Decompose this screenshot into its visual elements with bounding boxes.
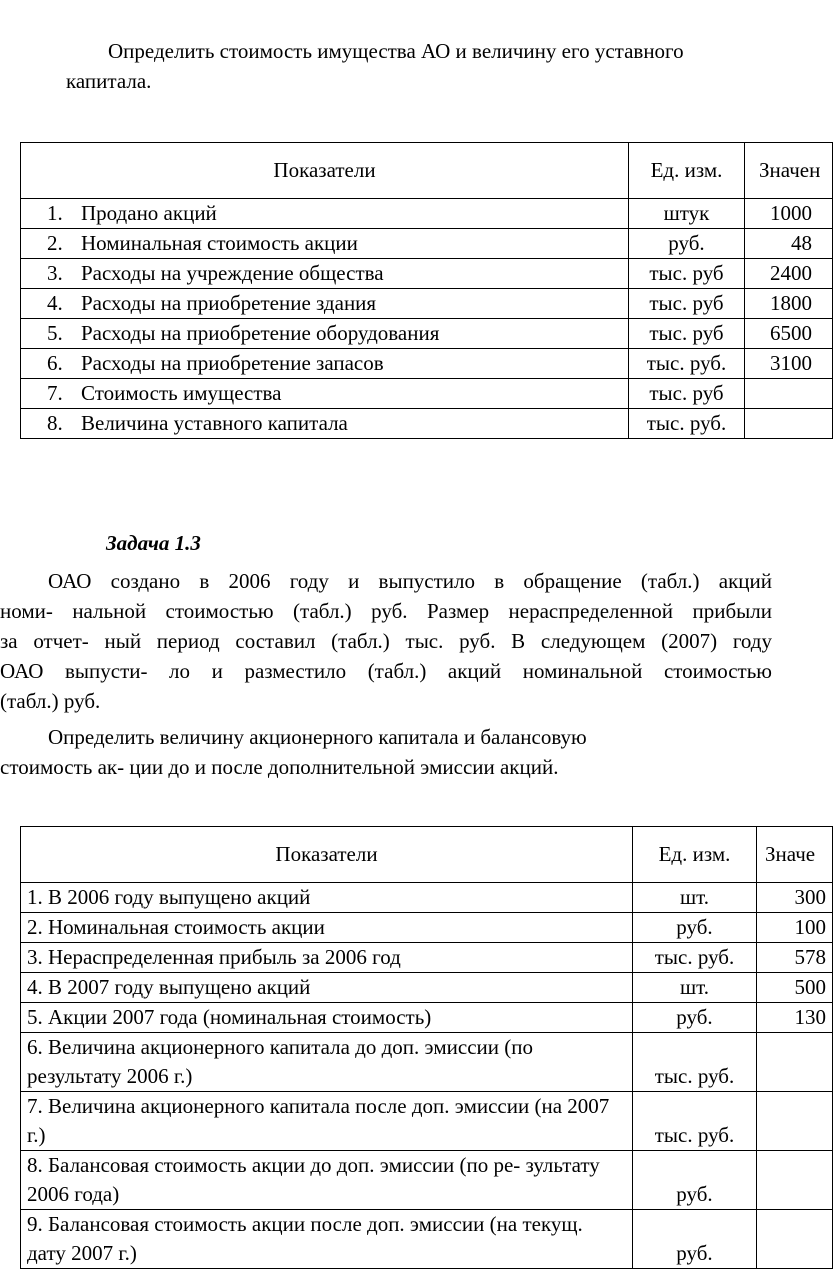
row-value [757,1151,833,1210]
task-para-1-line-5: (табл.) руб. [0,689,101,713]
task-title: Задача 1.3 [106,531,201,555]
task-para-1-line-1: ОАО создано в 2006 году и выпустило в обращение (табл.) акций [48,569,772,593]
intro-line-1: Определить стоимость имущества АО и величину его уставного [108,39,684,63]
task-para-2-line-1: Определить величину акционерного капитала и балансовую [48,725,587,749]
row-unit: штук [629,199,745,229]
table-row [21,913,833,943]
task-para-1-line-2: номи- нальной стоимостью (табл.) руб. Размер нераспределенной прибыли [0,599,772,623]
row-label: 8. Балансовая стоимость акции до доп. эмиссии (по ре- зультату 2006 года) [21,1151,633,1210]
row-value: 3100 [745,349,833,379]
row-unit: тыс. руб. [633,1033,757,1092]
row-value [745,409,833,439]
table-1-header-value: Значен [745,143,833,199]
row-unit: руб. [633,1151,757,1210]
row-unit: тыс. руб. [633,943,757,973]
row-number: 3. [47,261,63,285]
table-1-header-indicators: Показатели [21,143,629,199]
table-row [21,883,833,913]
task-para-2-line-2: стоимость ак- ции до и после дополнительной эмиссии акций. [0,755,559,779]
row-value [757,1033,833,1092]
row-label: 5. Акции 2007 года (номинальная стоимость) [21,1003,633,1033]
row-value [757,1092,833,1151]
row-label: Номинальная стоимость акции [81,231,358,255]
row-label: 7. Величина акционерного капитала после доп. эмиссии (на 2007 г.) [21,1092,633,1151]
row-unit: тыс. руб [629,259,745,289]
row-value: 48 [745,229,833,259]
table-row [21,199,833,229]
table-1-header-row [21,143,833,199]
table-row [21,1151,833,1210]
row-label: 1. В 2006 году выпущено акций [21,883,633,913]
table-1 [20,142,833,439]
row-unit: тыс. руб [629,289,745,319]
row-label: Расходы на приобретение запасов [81,351,384,375]
table-row [21,1092,833,1151]
table-row [21,259,833,289]
row-unit: тыс. руб. [629,409,745,439]
row-number: 6. [47,351,63,375]
row-number: 5. [47,321,63,345]
row-label: 9. Балансовая стоимость акции после доп. эмиссии (на текущ. дату 2007 г.) [21,1210,633,1269]
row-value: 130 [757,1003,833,1033]
row-unit: руб. [633,913,757,943]
row-number: 7. [47,381,63,405]
row-unit: тыс. руб [629,319,745,349]
row-value: 1000 [745,199,833,229]
row-label: 2. Номинальная стоимость акции [21,913,633,943]
row-unit: руб. [629,229,745,259]
row-unit: тыс. руб [629,379,745,409]
table-row [21,973,833,1003]
row-label: Расходы на приобретение оборудования [81,321,440,345]
row-number: 8. [47,411,63,435]
row-unit: тыс. руб. [633,1092,757,1151]
row-value [757,1210,833,1269]
row-value: 578 [757,943,833,973]
row-label: Стоимость имущества [81,381,282,405]
row-label: 6. Величина акционерного капитала до доп. эмиссии (по результату 2006 г.) [21,1033,633,1092]
table-2-header-value: Значе [757,827,833,883]
table-row [21,943,833,973]
table-row [21,349,833,379]
table-2 [20,826,833,1269]
table-row [21,1003,833,1033]
table-row [21,1210,833,1269]
row-unit: тыс. руб. [629,349,745,379]
row-label: 3. Нераспределенная прибыль за 2006 год [21,943,633,973]
row-value: 6500 [745,319,833,349]
row-unit: руб. [633,1003,757,1033]
row-unit: руб. [633,1210,757,1269]
intro-line-2: капитала. [66,69,152,93]
table-row [21,379,833,409]
row-label: Расходы на учреждение общества [81,261,384,285]
row-number: 1. [47,201,63,225]
table-row [21,319,833,349]
row-value: 300 [757,883,833,913]
row-value: 1800 [745,289,833,319]
row-unit: шт. [633,973,757,1003]
row-number: 2. [47,231,63,255]
row-label: 4. В 2007 году выпущено акций [21,973,633,1003]
row-value: 500 [757,973,833,1003]
table-row [21,1033,833,1092]
row-value: 2400 [745,259,833,289]
table-row [21,409,833,439]
table-row [21,289,833,319]
table-2-header-row [21,827,833,883]
row-label: Продано акций [81,201,217,225]
task-para-1-line-4: ОАО выпусти- ло и разместило (табл.) акций номинальной стоимостью [0,659,772,683]
row-value: 100 [757,913,833,943]
row-unit: шт. [633,883,757,913]
row-label: Величина уставного капитала [81,411,348,435]
row-number: 4. [47,291,63,315]
row-label: Расходы на приобретение здания [81,291,377,315]
table-2-header-unit: Ед. изм. [633,827,757,883]
task-para-1-line-3: за отчет- ный период составил (табл.) тыс. руб. В следующем (2007) году [0,629,772,653]
table-row [21,229,833,259]
table-2-header-indicators: Показатели [21,827,633,883]
row-value [745,379,833,409]
table-1-header-unit: Ед. изм. [629,143,745,199]
